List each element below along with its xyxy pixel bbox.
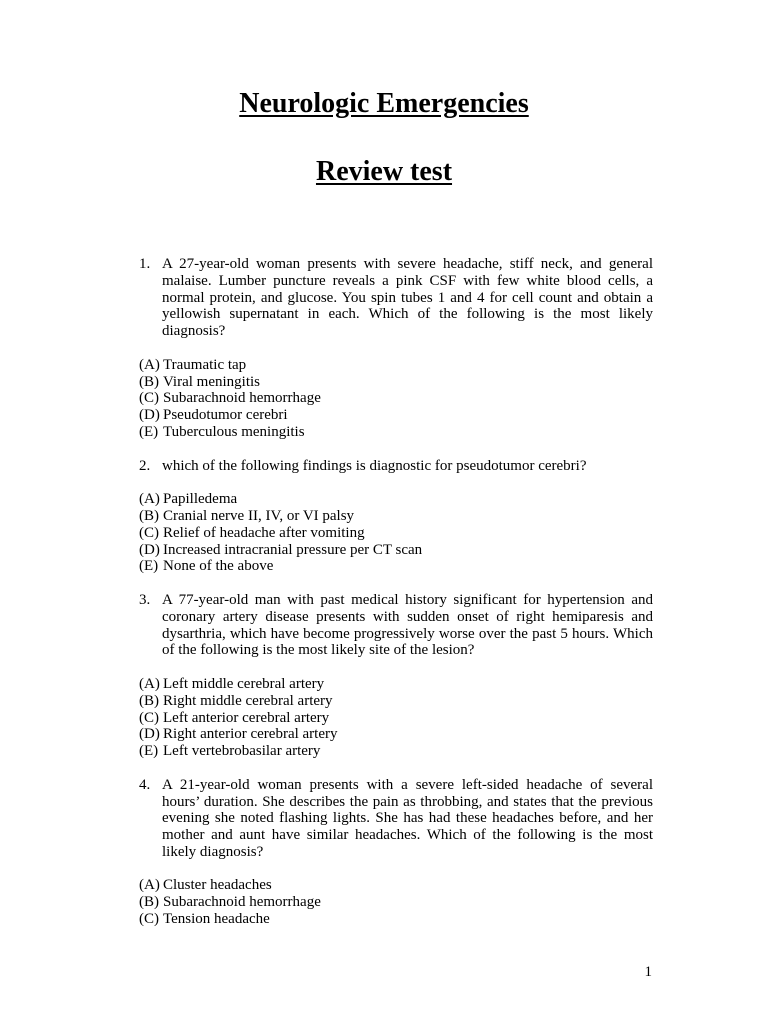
option-text: Relief of headache after vomiting bbox=[163, 524, 365, 541]
option-text: Cranial nerve II, IV, or VI palsy bbox=[163, 507, 355, 524]
option-letter: (E) bbox=[139, 423, 159, 440]
answer-option bbox=[139, 877, 653, 894]
option-letter: (D) bbox=[139, 726, 160, 743]
option-text: None of the above bbox=[163, 558, 274, 575]
answer-option bbox=[139, 542, 653, 559]
question-1 bbox=[139, 256, 653, 340]
answer-option bbox=[139, 726, 653, 743]
question-text: A 21-year-old woman presents with a severe left-sided headache of several hours’ duration. She describes the pain as throbbing, and states that the previous evening she noted flashing lights. She has had these headaches before, and her mother and aunt have similar headaches. Which of the following is the most likely diagnosis? bbox=[162, 776, 653, 860]
answer-options bbox=[139, 357, 653, 441]
option-letter: (B) bbox=[139, 507, 159, 524]
question-number: 2. bbox=[139, 457, 151, 474]
answer-options bbox=[139, 676, 653, 760]
question-list bbox=[139, 256, 653, 945]
option-text: Tension headache bbox=[163, 911, 270, 928]
answer-option bbox=[139, 525, 653, 542]
question-2 bbox=[139, 458, 653, 475]
question-text: A 27-year-old woman presents with severe headache, stiff neck, and general malaise. Lumber puncture reveals a pink CSF with few white blood cells, a normal protein, and glucose. You spin tubes 1 and 4 for cell count and obtain a yellowish supernatant in each. Which of the following is the most likely diagnosis? bbox=[162, 256, 653, 340]
option-text: Cluster headaches bbox=[163, 877, 272, 894]
option-text: Right anterior cerebral artery bbox=[163, 726, 338, 743]
answer-options bbox=[139, 491, 653, 575]
answer-option bbox=[139, 558, 653, 575]
answer-option bbox=[139, 407, 653, 424]
question-text: A 77-year-old man with past medical history significant for hypertension and coronary artery disease presents with sudden onset of right hemiparesis and dysarthria, which have become progressively worse over the past 5 hours. Which of the following is the most likely site of the lesion? bbox=[162, 591, 653, 659]
answer-option bbox=[139, 743, 653, 760]
option-text: Tuberculous meningitis bbox=[163, 423, 305, 440]
answer-option bbox=[139, 894, 653, 911]
answer-option bbox=[139, 357, 653, 374]
option-letter: (C) bbox=[139, 524, 159, 541]
question-text: which of the following findings is diagnostic for pseudotumor cerebri? bbox=[162, 457, 587, 474]
option-text: Left middle cerebral artery bbox=[163, 675, 325, 692]
page-number: 1 bbox=[644, 964, 652, 980]
option-text: Traumatic tap bbox=[163, 356, 247, 373]
page-title: Neurologic Emergencies bbox=[239, 88, 529, 119]
question-number: 3. bbox=[139, 591, 151, 608]
option-letter: (A) bbox=[139, 491, 160, 508]
option-letter: (E) bbox=[139, 743, 159, 760]
option-letter: (C) bbox=[139, 709, 159, 726]
option-text: Pseudotumor cerebri bbox=[163, 407, 288, 424]
question-4 bbox=[139, 777, 653, 861]
option-text: Increased intracranial pressure per CT scan bbox=[163, 541, 423, 558]
answer-option bbox=[139, 911, 653, 928]
option-letter: (C) bbox=[139, 911, 159, 928]
page-subtitle: Review test bbox=[315, 156, 453, 187]
question-number: 1. bbox=[139, 256, 151, 272]
option-letter: (D) bbox=[139, 407, 160, 424]
option-text: Left anterior cerebral artery bbox=[163, 709, 330, 726]
answer-options bbox=[139, 877, 653, 927]
option-text: Papilledema bbox=[163, 491, 238, 508]
option-letter: (C) bbox=[139, 390, 159, 407]
answer-option bbox=[139, 390, 653, 407]
option-letter: (E) bbox=[139, 558, 159, 575]
option-letter: (A) bbox=[139, 356, 160, 373]
answer-option bbox=[139, 676, 653, 693]
answer-option bbox=[139, 374, 653, 391]
answer-option bbox=[139, 508, 653, 525]
option-letter: (B) bbox=[139, 692, 159, 709]
answer-option bbox=[139, 491, 653, 508]
option-text: Left vertebrobasilar artery bbox=[163, 743, 321, 760]
option-letter: (B) bbox=[139, 894, 159, 911]
answer-option bbox=[139, 693, 653, 710]
option-letter: (A) bbox=[139, 877, 160, 894]
question-number: 4. bbox=[139, 776, 151, 793]
answer-option bbox=[139, 710, 653, 727]
option-text: Viral meningitis bbox=[163, 373, 261, 390]
option-letter: (A) bbox=[139, 675, 160, 692]
question-3 bbox=[139, 592, 653, 659]
option-text: Subarachnoid hemorrhage bbox=[163, 390, 321, 407]
option-letter: (B) bbox=[139, 373, 159, 390]
option-letter: (D) bbox=[139, 541, 160, 558]
option-text: Subarachnoid hemorrhage bbox=[163, 894, 321, 911]
option-text: Right middle cerebral artery bbox=[163, 692, 333, 709]
answer-option bbox=[139, 424, 653, 441]
